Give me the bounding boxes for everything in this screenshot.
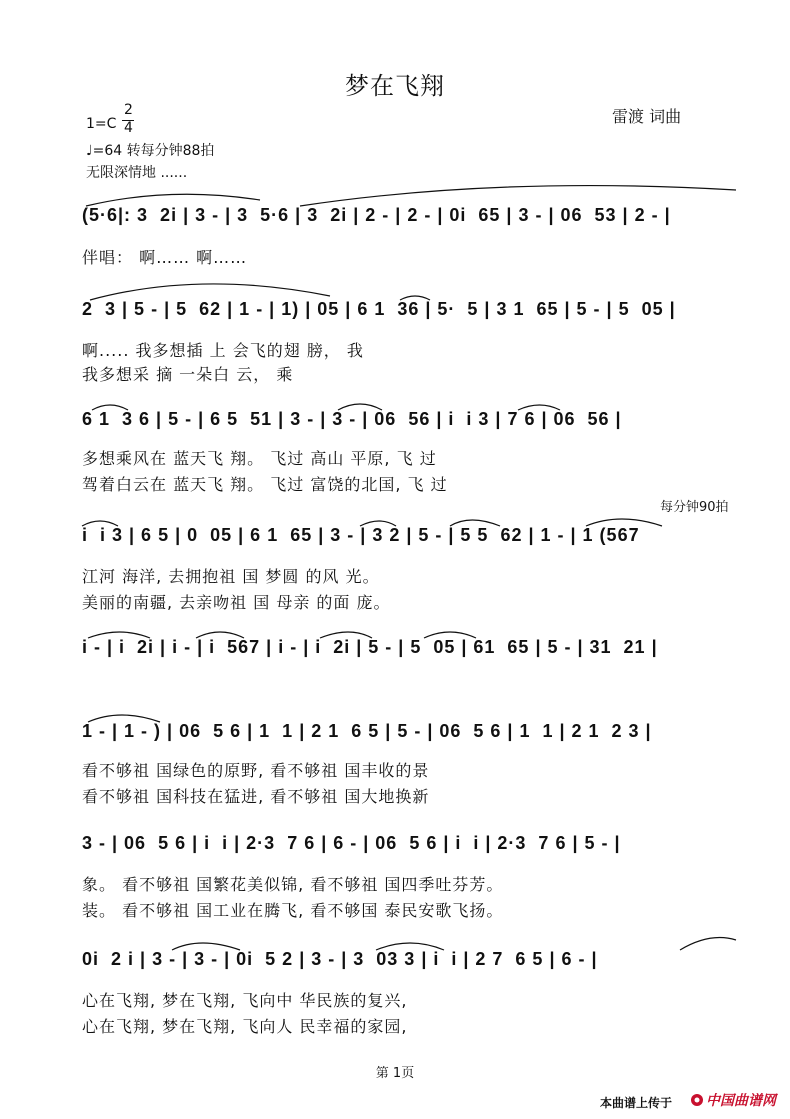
notation-row-2: 2 3 | 5 - | 5 62 | 1 - | 1) | 05 | 6 1 36 | 5· 5 | 3 1 65 | 5 - | 5 05 | <box>82 299 676 319</box>
slur <box>92 405 128 410</box>
slur <box>400 296 430 300</box>
slur <box>172 943 240 950</box>
tempo-marking: ♩=64 转每分钟88拍 <box>86 143 215 159</box>
slur <box>82 521 118 526</box>
slur <box>680 938 736 950</box>
notation-row-8: 0i 2 i | 3 - | 3 - | 0i 5 2 | 3 - | 3 03 3 | i i | 2 7 6 5 | 6 - | <box>82 949 598 969</box>
slur <box>518 405 560 410</box>
slur <box>196 632 244 638</box>
slur <box>376 943 444 950</box>
lyric-line: 伴唱： 啊…… 啊…… <box>82 248 248 267</box>
slur <box>86 194 260 206</box>
lyric-line: 装。 看不够祖 国工业在腾飞, 看不够国 泰民安歌飞扬。 <box>82 901 504 920</box>
notation-row-1: (5·6|: 3 2i | 3 - | 3 5·6 | 3 2i | 2 - | 2 - | 0i 65 | 3 - | 06 53 | 2 - | <box>82 205 671 225</box>
notation-row-7: 3 - | 06 5 6 | i i | 2·3 7 6 | 6 - | 06 5 6 | i i | 2·3 7 6 | 5 - | <box>82 833 621 853</box>
site-logo-icon <box>690 1092 704 1111</box>
lyric-line: 我多想采 摘 一朵白 云， 乘 <box>82 365 294 384</box>
notation-row-3: 6 1 3 6 | 5 - | 6 5 51 | 3 - | 3 - | 06 56 | i i 3 | 7 6 | 06 56 | <box>82 409 622 429</box>
song-title: 梦在飞翔 <box>345 72 445 100</box>
lyric-line: 看不够祖 国科技在猛进, 看不够祖 国大地换新 <box>82 787 430 806</box>
tempo-change: 每分钟90拍 <box>660 500 729 515</box>
slur <box>586 519 662 526</box>
notation-row-4: i i 3 | 6 5 | 0 05 | 6 1 65 | 3 - | 3 2 | 5 - | 5 5 62 | 1 - | 1 (567 <box>82 525 640 545</box>
page-number: 第 1页 <box>375 1066 415 1081</box>
upload-note: 本曲谱上传于 <box>600 1096 673 1110</box>
lyric-line: 啊..... 我多想插 上 会飞的翅 膀， 我 <box>82 341 364 360</box>
notation-row-6: 1 - | 1 - ) | 06 5 6 | 1 1 | 2 1 6 5 | 5 - | 06 5 6 | 1 1 | 2 1 2 3 | <box>82 721 652 741</box>
lyric-line: 江河 海洋, 去拥抱祖 国 梦圆 的风 光。 <box>82 567 380 586</box>
notation-row-5: i - | i 2i | i - | i 567 | i - | i 2i | 5 - | 5 05 | 61 65 | 5 - | 31 21 | <box>82 637 658 657</box>
lyric-line: 心在飞翔, 梦在飞翔, 飞向中 华民族的复兴, <box>82 991 408 1010</box>
lyric-line: 心在飞翔, 梦在飞翔, 飞向人 民幸福的家园, <box>82 1017 408 1036</box>
slur <box>300 186 736 206</box>
lyric-line: 驾着白云在 蓝天飞 翔。 飞过 富饶的北国, 飞 过 <box>82 475 448 494</box>
composer-credit: 雷渡 词曲 <box>612 107 682 126</box>
slur <box>450 520 500 526</box>
slur <box>88 632 150 638</box>
lyric-line: 多想乘风在 蓝天飞 翔。 飞过 高山 平原, 飞 过 <box>82 449 437 468</box>
slur <box>338 404 382 410</box>
lyric-line: 象。 看不够祖 国繁花美似锦, 看不够祖 国四季吐芬芳。 <box>82 875 504 894</box>
slur <box>424 632 476 638</box>
key-signature: 1=C <box>86 116 117 132</box>
expression-marking: 无限深情地 ...... <box>86 165 188 181</box>
slur <box>360 521 396 526</box>
site-name: 中国曲谱网 <box>706 1093 776 1109</box>
lyric-line: 看不够祖 国绿色的原野, 看不够祖 国丰收的景 <box>82 761 430 780</box>
slur <box>90 284 330 300</box>
time-signature-denominator: 4 <box>124 120 133 136</box>
time-signature-numerator: 2 <box>124 102 133 118</box>
slur <box>320 632 372 638</box>
lyric-line: 美丽的南疆, 去亲吻祖 国 母亲 的面 庞。 <box>82 593 391 612</box>
slur <box>88 715 160 722</box>
